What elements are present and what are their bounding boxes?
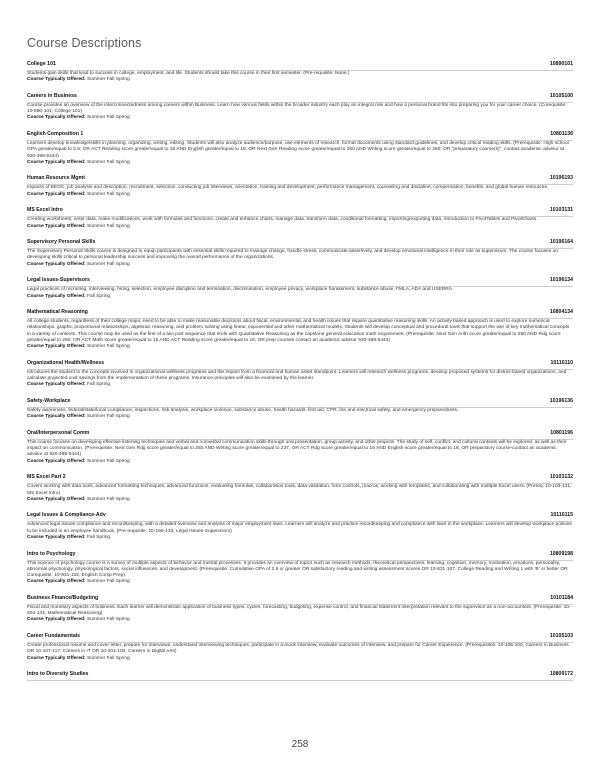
course-entry	[27, 131, 573, 166]
course-code: 10103132	[549, 474, 573, 481]
course-offered	[27, 414, 573, 420]
course-code: 10809198	[549, 550, 573, 557]
course-offered	[27, 344, 573, 350]
course-code: 10101184	[550, 594, 573, 601]
offered-terms: Summer Fall Spring	[86, 655, 130, 661]
course-header	[27, 277, 573, 283]
course-entry	[27, 239, 573, 268]
course-code: 10196193	[549, 175, 573, 182]
course-offered	[27, 77, 573, 83]
offered-terms: Fall Spring	[86, 382, 111, 388]
course-entry	[27, 595, 573, 624]
course-offered	[27, 535, 573, 541]
course-name: Safety-Workplace	[27, 398, 71, 405]
course-name: Careers in Business	[27, 92, 77, 99]
course-header	[27, 398, 573, 404]
course-header	[27, 360, 573, 366]
offered-terms: Summer Fall Spring	[86, 261, 130, 267]
course-name: Intro to Diversity Studies	[27, 671, 89, 678]
course-entry	[27, 175, 573, 198]
course-name: Legal Issues-Supervisors	[27, 277, 90, 284]
offered-label: Course Typically Offered:	[27, 77, 86, 83]
course-entry	[27, 277, 573, 300]
course-offered	[27, 617, 573, 623]
course-description: Create professional resume and cover letter, prepare for interviews, understand interviewing techniques, participate in a mock interview, evaluate outcomes of interview, and prepare for Career Experience. (Prerequisites: 10-105-100, Careers in Business OR 10-107-117, Careers in IT OR 10-201-100, Careers in Digital Arts)	[27, 643, 569, 655]
course-offered	[27, 262, 573, 268]
course-entry	[27, 633, 573, 662]
course-offered	[27, 224, 573, 230]
course-description: Fiscal and monetary aspects of business. Each learner will demonstrate application of business types, cycles, forecasting, budgeting, expense control, and financial statement interpretation relevant to the supervisor as a non-accountant. (Prerequisite: 10-804-134, Mathematical Reasoning)	[27, 604, 571, 617]
course-entry	[27, 93, 573, 122]
course-description: The Supervisory Personal Skills course is designed to equip participants with essential skills required to manage change, handle stress, communicate assertively, and develop emotional intelligence in their role as supervisors. The course focuses on developing skills critical to personal leadership success and improving the overall performance of the organizations.	[27, 249, 559, 261]
course-description: Covers working with data tools, advanced formatting techniques, advanced functions, evaluating formulas, collaboration tools, data validation, form controls, macros, working with templates, and collaborating with multiple Excel users. (Prereq: 10-103-131, MS Excel Intro)	[27, 484, 572, 496]
offered-label: Course Typically Offered:	[27, 414, 86, 420]
offered-terms: Summer Fall Spring	[86, 159, 130, 165]
offered-label: Course Typically Offered:	[27, 382, 86, 388]
course-offered	[27, 459, 573, 465]
offered-terms: Summer Fall Spring	[86, 191, 130, 197]
course-entry	[27, 360, 573, 389]
course-entry	[27, 207, 573, 230]
course-name: Mathematical Reasoning	[27, 309, 88, 316]
course-entry	[27, 671, 573, 681]
course-description: Learners develop knowledge/skills in planning, organizing, writing, editing. Students will also analyze audience/purpose, use elements of research, format documents using standard guidelines, and develop critical reading skills. (Prerequisite: High school GPA greater/equal to 2.6; OR ACT Reading score greater/equal to 16 AND English greater/equal to 18; OR Next Gen Reading score greater/equal to 250 AND Writing score greater/equal to 260; OR "preparatory course(s)", contact academic advisor at 920-498-5444)	[27, 141, 569, 159]
offered-label: Course Typically Offered:	[27, 159, 86, 165]
course-code: 10116110	[550, 359, 573, 366]
course-header	[27, 430, 573, 436]
course-header	[27, 239, 573, 245]
course-description: Impacts of EEOC, job analysis and description, recruitment, selection, conducting job interviews, orientation, training and development, performance management, counseling and discipline, compensation, benefits, and global human resources.	[27, 185, 549, 191]
offered-label: Course Typically Offered:	[27, 579, 86, 585]
course-offered	[27, 382, 573, 388]
offered-label: Course Typically Offered:	[27, 223, 86, 229]
offered-terms: Summer Fall Spring	[86, 344, 130, 350]
page-title: Course Descriptions	[27, 36, 142, 50]
course-entry	[27, 512, 573, 541]
course-list	[27, 61, 573, 681]
course-offered	[27, 160, 573, 166]
offered-terms: Summer Fall Spring	[86, 496, 130, 502]
course-header	[27, 474, 573, 480]
course-entry	[27, 474, 573, 503]
course-name: Oral/Interpersonal Comm	[27, 429, 90, 436]
course-description: Safety awareness, federal/state/local compliance, inspections, risk analysis, workplace violence, substance abuse, health hazards, first aid, CPR, fire and electrical safety, and emergency preparedness.	[27, 408, 459, 414]
course-name: English Composition 1	[27, 131, 84, 138]
offered-label: Course Typically Offered:	[27, 617, 86, 623]
course-entry	[27, 398, 573, 421]
course-entry	[27, 61, 573, 84]
course-code: 10105103	[549, 633, 573, 640]
course-description: Legal practices of recruiting, interviewing, hiring, selection, employee discipline and termination, discrimination, employee privacy, workplace harassment, substance abuse, FMLA, ADA and USERRA.	[27, 287, 454, 293]
course-description: Creating worksheets; enter data, make modifications, work with formulas and functions, create and enhance charts, manage data, transform data, conditional formatting, importing/exporting data, introduction to PivotTables and PivotCharts.	[27, 217, 538, 223]
course-header	[27, 595, 573, 601]
course-code: 10103131	[549, 207, 573, 214]
course-offered	[27, 579, 573, 585]
offered-label: Course Typically Offered:	[27, 458, 86, 464]
course-name: Legal Issues & Compliance-Adv	[27, 512, 106, 519]
course-header	[27, 207, 573, 213]
offered-label: Course Typically Offered:	[27, 191, 86, 197]
course-description: Introduces the student to the concepts involved in organizational wellness programs and the impact from a financial and human asset standpoint. Learners will research wellness programs, develop proposed systems for district-based organizations, and calculate projected cost savings from the implementation of these programs. Insurance principles will also be examined by the learner.	[27, 369, 567, 382]
course-name: Career Fundamentals	[27, 633, 81, 640]
offered-label: Course Typically Offered:	[27, 534, 86, 540]
course-code: 10801136	[550, 131, 573, 138]
offered-terms: Summer Fall Spring	[86, 579, 130, 585]
course-entry	[27, 551, 573, 586]
offered-label: Course Typically Offered:	[27, 496, 86, 502]
offered-terms: Summer Fall Spring	[86, 458, 130, 464]
course-header	[27, 633, 573, 639]
course-name: Organizational Health/Wellness	[27, 359, 105, 366]
course-code: 10196136	[549, 398, 573, 405]
course-name: Human Resource Mgmt	[27, 175, 85, 182]
course-header	[27, 551, 573, 557]
course-header	[27, 309, 573, 315]
course-description: This course focuses on developing effective listening techniques and verbal and nonverbal communication skills through oral presentation, group activity, and other projects. The study of self, conflict, and cultural contexts will be explored, as well as their impact on communication. (Prerequisite: Next Gen Rdg score greater/equal to 250 AND Writing score greater/equal to 237; OR ACT Rdg score greater/equal to 16 AND English score greater/equal to 16; OR preparatory course-contact an academic advisor at 920-498-5444)	[27, 439, 567, 458]
course-code: 10804134	[549, 309, 573, 316]
offered-terms: Summer Fall Spring	[86, 414, 130, 420]
offered-terms: Summer Fall Spring	[86, 77, 130, 83]
course-header	[27, 671, 573, 677]
course-code: 10116115	[550, 512, 573, 519]
offered-label: Course Typically Offered:	[27, 261, 86, 267]
course-name: Business Finance/Budgeting	[27, 594, 99, 601]
course-code: 10105100	[549, 92, 573, 99]
offered-terms: Summer Fall Spring	[86, 115, 130, 121]
offered-label: Course Typically Offered:	[27, 344, 86, 350]
page-number: 258	[291, 739, 309, 750]
course-header	[27, 61, 573, 67]
course-entry	[27, 430, 573, 465]
course-name: MS Excel Part 2	[27, 474, 66, 481]
offered-label: Course Typically Offered:	[27, 293, 86, 299]
course-description: This science of psychology course is a survey of multiple aspects of behavior and mental processes. It provides an overview of topics such as research methods, theoretical perspectives, learning, cognition, memory, motivation, emotions, personality, abnormal psychology, physiological factors, social influences, and development. (Prerequisite: Cumulative GPA of 2.6 or greater OR satisfactory reading and writing assessment scores OR 10-831-107, College Reading and Writing 1 with 'B' or better OR Corequisite: 10-831-102, English Comp Prep).	[27, 560, 568, 579]
course-offered	[27, 656, 573, 662]
course-name: Supervisory Personal Skills	[27, 239, 96, 246]
course-code: 10801196	[550, 429, 573, 436]
course-code: 10890101	[549, 61, 573, 67]
course-code: 10196164	[549, 239, 573, 246]
page-content	[27, 36, 573, 691]
course-description: Students gain skills that lead to success in college, employment, and life. Students should take this course in their first semester. (Pre-requisite: None.)	[27, 71, 350, 76]
course-offered	[27, 192, 573, 198]
course-name: MS Excel Intro	[27, 207, 63, 214]
offered-terms: Fall Spring	[86, 534, 111, 540]
course-offered	[27, 294, 573, 300]
offered-terms: Summer Fall Spring	[86, 617, 130, 623]
course-header	[27, 512, 573, 518]
course-name: Intro to Psychology	[27, 550, 76, 557]
course-description: Advanced legal issues compliance and recordkeeping, with a detailed overview and analysis of major employment laws. Learners will analyze and practice recordkeeping and compliance with laws in the workplace. Learners will develop workplace policies to be included in an employee handbook. (Pre-requisite: 10-196-134, Legal Issues-Supervisors)	[27, 522, 572, 534]
course-description: All college students, regardless of their college major, need to be able to make reasonable decisions about fiscal, environmental, and health issues that require quantitative reasoning skills. An activity based approach is used to explore numerical relationships, graphs, proportional relationships, algebraic reasoning, and problem solving using linear, exponential and other mathematical models. Students will develop conceptual and procedural tools that support the use of key mathematical concepts in a variety of contexts. This course may be used as the first of a two part sequence that ends with Quantitative Reasoning as the capstone general education math requirement. (Prerequisite: Next Gen Arith score greater/equal to 250 AND Rdg score greater/equal to 250; OR ACT Math score greater/equal to 15 AND ACT Reading score greater/equal to 16; OR prep courses contact an academic advisor 920-498-5444)	[27, 319, 570, 343]
offered-label: Course Typically Offered:	[27, 115, 86, 121]
course-entry	[27, 309, 573, 350]
offered-label: Course Typically Offered:	[27, 655, 86, 661]
offered-terms: Summer Fall Spring	[86, 223, 130, 229]
course-offered	[27, 497, 573, 503]
course-header	[27, 175, 573, 181]
course-description: Course provides an overview of the interconnectedness among careers within Business. Learn how various fields within the broader industry each play an integral role and how a personal brand fits into preparing you for your career choice. (Corequisite: 10-890-101, College 101)	[27, 102, 567, 115]
course-header	[27, 131, 573, 137]
course-code: 10196134	[549, 277, 573, 284]
course-name: College 101	[27, 61, 56, 67]
course-code: 10809172	[549, 671, 573, 678]
course-offered	[27, 115, 573, 121]
offered-terms: Fall Spring	[86, 293, 111, 299]
divider	[27, 680, 573, 681]
course-header	[27, 93, 573, 99]
